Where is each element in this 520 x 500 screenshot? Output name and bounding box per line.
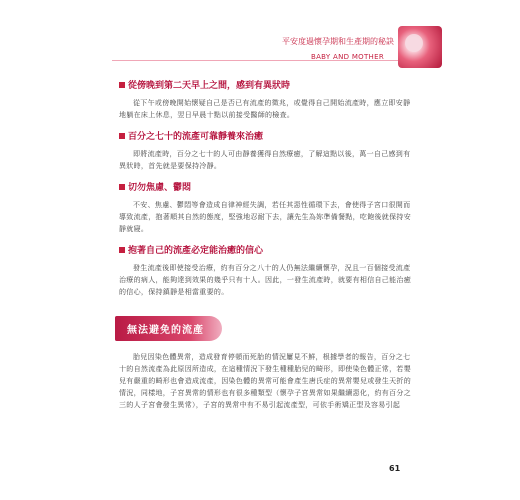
topic-banner: 無法避免的流產: [115, 316, 222, 341]
section-heading: [119, 245, 411, 257]
section-heading: [119, 182, 411, 194]
final-paragraph: 胎兒因染色體異常，造成發育停頓而死胎的情況屢見不鮮，根據學者的報告，百分之七十的自然流產為此原因所造成，在這種情況下發生種種胎兒的畸形，即使染色體正常，若嬰兒有嚴重的畸形也會造成流產，因染色體的異常可能會產生唐氏症的異常嬰兒或發生天折的情況，同樣地，子宮異常的情形也有很多種類型（懷孕子宮異常如果繼續惡化，約有百分之三的人子宮會發生異常），子宮的異常中有不易引起流產型，可依手術矯正型及容易引起: [119, 353, 411, 409]
section-paragraph: 即將流產時，百分之七十的人可由靜養獲得自然療癒，了解這點以後，萬一自己感到有異狀時，首先就是要保持冷靜。: [119, 150, 411, 170]
section-heading: [119, 131, 411, 143]
section-heading-text: 抱著自己的流產必定能治癒的信心: [128, 246, 264, 256]
section-2: [119, 131, 411, 172]
header-flower-photo: [398, 26, 442, 68]
page-header: [112, 26, 442, 72]
section-1: [119, 80, 411, 121]
header-title: 平安度過懷孕期和生產期的秘訣: [282, 37, 394, 46]
square-bullet-icon: [119, 82, 125, 88]
section-heading-text: 從傍晚到第二天早上之間，感到有異狀時: [128, 81, 291, 91]
square-bullet-icon: [119, 247, 125, 253]
square-bullet-icon: [119, 184, 125, 190]
section-4: [119, 245, 411, 298]
page-content: [119, 80, 411, 411]
square-bullet-icon: [119, 133, 125, 139]
section-paragraph: 不安、焦慮、鬱悶等會造成自律神經失調，若任其惡性循環下去，會使得子宮口很開而導致流產，抱著順其自然的態度，堅強地忍耐下去，讓先生為妳準備餐點，吃飽後就保持安靜就寢。: [119, 201, 411, 233]
section-3: [119, 182, 411, 235]
page-number: 61: [389, 464, 401, 473]
section-paragraph: 從下午或傍晚開始懷疑自己是否已有流產的徵兆，或覺得自己開始流產時，應立即安靜地躺在床上休息，翌日早晨十點以前接受醫師的檢查。: [119, 99, 411, 119]
section-heading: [119, 80, 411, 92]
section-heading-text: 切勿焦慮、鬱悶: [128, 183, 192, 193]
header-subtitle: BABY AND MOTHER: [310, 53, 384, 61]
section-heading-text: 百分之七十的流產可靠靜養來治癒: [128, 132, 264, 142]
section-paragraph: 發生流產後即使接受治療，約有百分之八十的人仍無法繼續懷孕，況且一百個接受流產治療的病人，能夠達到效果的幾乎只有十人。因此，一發生流產時，就要有相信自己能治癒的信心，保持鎮靜是相當重要的。: [119, 264, 411, 296]
